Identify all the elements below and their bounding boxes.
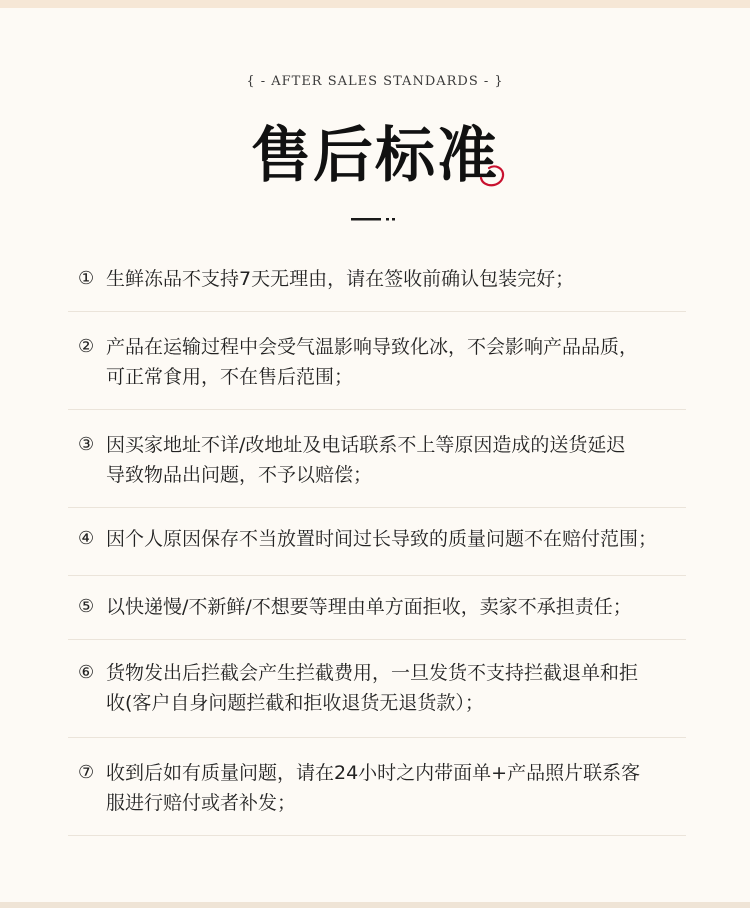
item-number: ② [78, 336, 95, 357]
item-text: 因个人原因保存不当放置时间过长导致的质量问题不在赔付范围； [106, 528, 658, 550]
list-item [68, 640, 686, 738]
item-number: ① [78, 268, 95, 289]
red-swirl-icon [477, 160, 507, 190]
list-item [68, 410, 686, 508]
item-text: 以快递慢/不新鲜/不想要等理由单方面拒收，卖家不承担责任； [106, 596, 632, 618]
page-title-text: 售后标准 [251, 121, 499, 191]
item-number: ④ [78, 528, 95, 549]
section-subtitle: { - AFTER SALES STANDARDS - } [246, 74, 504, 89]
title-area [0, 120, 750, 192]
list-item [68, 738, 686, 836]
list-item [68, 508, 686, 576]
item-number: ⑥ [78, 662, 95, 683]
list-item [68, 312, 686, 410]
item-number: ③ [78, 434, 95, 455]
item-text: 收到后如有质量问题，请在24小时之内带面单+产品照片联系客 服进行赔付或者补发； [106, 762, 641, 814]
list-item [68, 576, 686, 640]
item-number: ⑦ [78, 762, 95, 783]
page-title [251, 120, 499, 192]
bottom-band [0, 902, 750, 908]
top-band [0, 0, 750, 8]
list-item [68, 250, 686, 312]
title-divider [351, 215, 397, 223]
standards-list [68, 250, 686, 836]
item-text: 货物发出后拦截会产生拦截费用，一旦发货不支持拦截退单和拒 收(客户自身问题拦截和拒收退货无退货款）； [106, 662, 639, 714]
item-text: 产品在运输过程中会受气温影响导致化冰，不会影响产品品质， 可正常食用，不在售后范围； [106, 336, 639, 388]
item-text: 生鲜冻品不支持7天无理由，请在签收前确认包装完好； [106, 268, 575, 290]
item-number: ⑤ [78, 596, 95, 617]
item-text: 因买家地址不详/改地址及电话联系不上等原因造成的送货延迟 导致物品出问题，不予以赔偿； [106, 434, 626, 486]
